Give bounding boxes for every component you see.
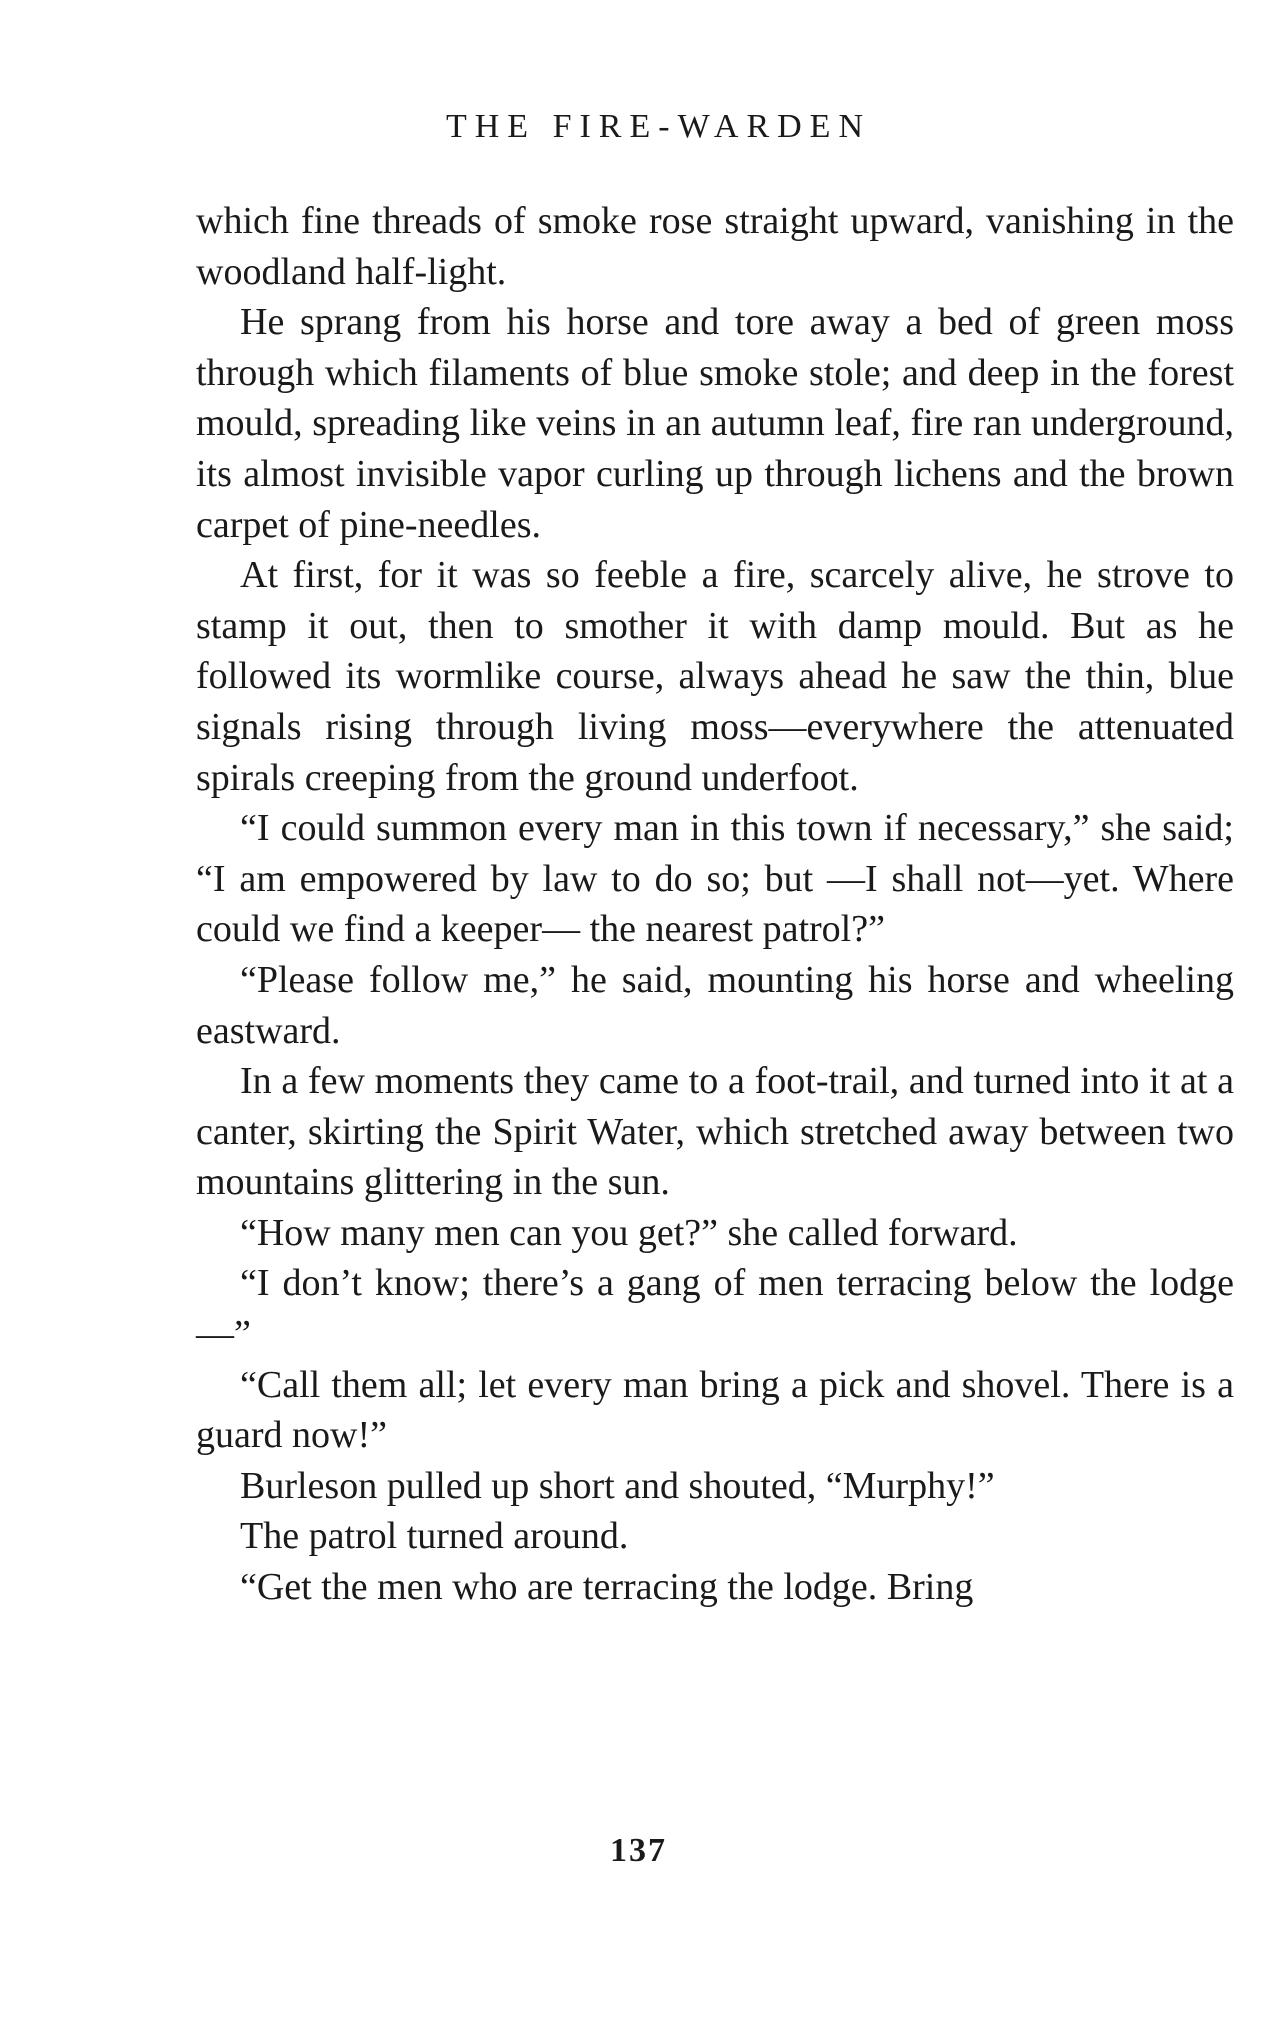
paragraph: “Please follow me,” he said, mounting his horse and wheeling eastward. bbox=[196, 958, 1234, 1052]
body-text bbox=[196, 196, 1234, 1613]
paragraph: “I don’t know; there’s a gang of men terracing below the lodge—” bbox=[196, 1262, 1234, 1356]
page-number: 137 bbox=[610, 1832, 667, 1869]
paragraph: At first, for it was so feeble a fire, scarcely alive, he strove to stamp it out, then to smother it with damp mould. But as he followed its wormlike course, always ahead he saw the thin, blue signals rising through living moss—everywhere the attenuated spirals creeping from the ground underfoot. bbox=[196, 554, 1234, 799]
paragraph: Burleson pulled up short and shouted, “Murphy!” bbox=[240, 1464, 995, 1507]
paragraph: “Get the men who are terracing the lodge. Bring bbox=[240, 1566, 974, 1609]
paragraph: “I could summon every man in this town if necessary,” she said; “I am empowered by law to do so; but —I shall not—yet. Where could we find a keeper— the nearest patrol?” bbox=[196, 807, 1234, 951]
paragraph: He sprang from his horse and tore away a bed of green moss through which filaments of blue smoke stole; and deep in the forest mould, spreading like veins in an autumn leaf, fire ran underground, its almost invisible vapor curling up through lichens and the brown carpet of pine-needles. bbox=[196, 301, 1234, 546]
paragraph: The patrol turned around. bbox=[240, 1515, 629, 1558]
running-header: THE FIRE-WARDEN bbox=[445, 108, 872, 145]
paragraph: In a few moments they came to a foot-trail, and turned into it at a canter, skirting the Spirit Water, which stretched away between two mountains glittering in the sun. bbox=[196, 1060, 1234, 1204]
paragraph: “Call them all; let every man bring a pick and shovel. There is a guard now!” bbox=[196, 1363, 1234, 1457]
paragraph: “How many men can you get?” she called forward. bbox=[240, 1211, 1018, 1254]
paragraph: which fine threads of smoke rose straight upward, vanishing in the woodland half-light. bbox=[196, 200, 1234, 293]
